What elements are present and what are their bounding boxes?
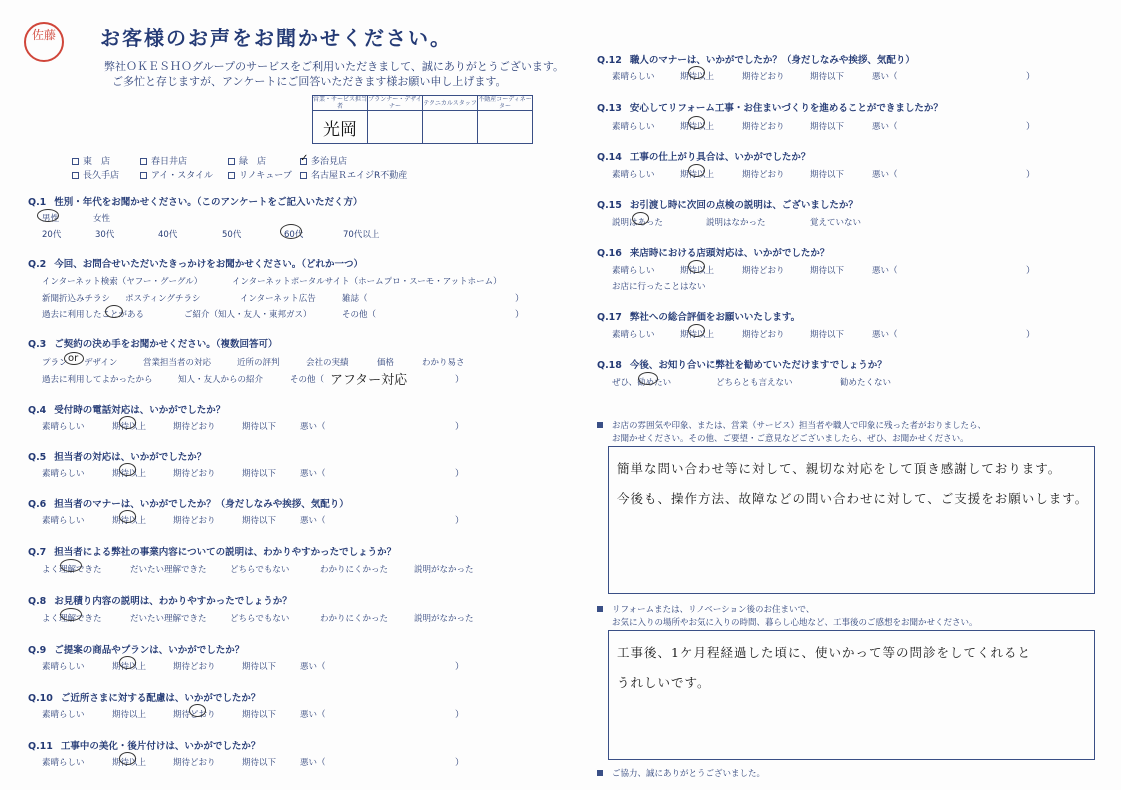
store-tajimi[interactable]: ✓ 多治見店 — [300, 154, 347, 167]
close-paren: ） — [1026, 170, 1036, 180]
q14-bad[interactable]: 悪い（ — [872, 170, 898, 180]
staff-sales-name: 光岡 — [323, 119, 357, 140]
comment1-handwritten-line-1: 簡単な問い合わせ等に対して、親切な対応をして頂き感謝しております。 — [617, 461, 1062, 476]
close-paren: ） — [455, 422, 465, 432]
q5-as-expected[interactable]: 期待どおり — [173, 469, 216, 479]
q14-title: Q.14 工事の仕上がり具合は、いかがでしたか？ — [597, 149, 810, 163]
q17-excellent[interactable]: 素晴らしい — [612, 330, 655, 340]
q3-other-handwritten: アフター対応 — [330, 373, 408, 388]
q14-below[interactable]: 期待以下 — [810, 170, 845, 180]
q6-as-expected[interactable]: 期待どおり — [173, 516, 216, 526]
q6-excellent[interactable]: 素晴らしい — [42, 516, 85, 526]
q2-other[interactable]: その他（ — [342, 310, 377, 320]
q12-excellent[interactable]: 素晴らしい — [612, 72, 655, 82]
answer-circle — [688, 164, 705, 177]
intro-line-2: ご多忙と存じますが、アンケートにご回答いただきます様お願い申し上げます。 — [112, 75, 507, 88]
store-midori[interactable]: 緑 店 — [228, 154, 266, 167]
q15-dont-remember[interactable]: 覚えていない — [810, 218, 862, 228]
footer-thanks: ご協力、誠にありがとうございました。 — [612, 769, 766, 779]
checkbox-icon — [228, 172, 235, 179]
answer-circle — [280, 224, 302, 239]
q8-unclear[interactable]: わかりにくかった — [320, 614, 389, 624]
comment2-handwritten-line-2: うれしいです。 — [617, 675, 711, 690]
q6-below[interactable]: 期待以下 — [242, 516, 277, 526]
q9-as-expected[interactable]: 期待どおり — [173, 662, 216, 672]
q16-below[interactable]: 期待以下 — [810, 266, 845, 276]
q9-bad[interactable]: 悪い（ — [300, 662, 326, 672]
q7-no-explanation[interactable]: 説明がなかった — [414, 565, 474, 575]
staff-header-planner: プランナー・デザイナー — [368, 96, 422, 110]
q5-bad[interactable]: 悪い（ — [300, 469, 326, 479]
q3-track-record[interactable]: 会社の実績 — [306, 358, 349, 368]
q8-understood-well[interactable]: よく理解できた — [42, 614, 102, 624]
checkbox-icon — [72, 158, 79, 165]
q4-title: Q.4 受付時の電話対応は、いかがでしたか？ — [28, 402, 225, 416]
q5-above[interactable]: 期待以上 — [112, 469, 147, 479]
q9-below[interactable]: 期待以下 — [242, 662, 277, 672]
answer-circle — [105, 305, 123, 318]
q5-title: Q.5 担当者の対応は、いかがでしたか？ — [28, 449, 206, 463]
q7-neutral[interactable]: どちらでもない — [230, 565, 290, 575]
intro-line-1: 弊社ＯＫＥＳＨＯグループのサービスをご利用いただきまして、誠にありがとうございます。 — [104, 60, 565, 73]
q2-referral[interactable]: ご紹介（知人・友人・東邦ガス） — [184, 310, 312, 320]
q17-title: Q.17 弊社への総合評価をお願いいたします。 — [597, 309, 800, 323]
q14-as-expected[interactable]: 期待どおり — [742, 170, 785, 180]
q2-title: Q.2 今回、お問合せいただいたきっかけをお聞かせください。（どれか一つ） — [28, 256, 363, 270]
q3-past-experience[interactable]: 過去に利用してよかったから — [42, 375, 153, 385]
q2-posting-flyer[interactable]: ポスティングチラシ — [125, 294, 201, 304]
close-paren: ） — [1026, 122, 1036, 132]
checkbox-icon — [72, 172, 79, 179]
answer-circle — [119, 463, 136, 476]
q13-above[interactable]: 期待以上 — [680, 122, 715, 132]
page-title: お客様のお声をお聞かせください。 — [100, 26, 452, 50]
staff-header-sales: 営業・サービス担当者 — [313, 96, 368, 110]
q6-bad[interactable]: 悪い（ — [300, 516, 326, 526]
q16-bad[interactable]: 悪い（ — [872, 266, 898, 276]
store-higashi[interactable]: 東 店 — [72, 154, 110, 167]
q3-title: Q.3 ご契約の決め手をお聞かせください。（複数回答可） — [28, 336, 278, 350]
store-istyle[interactable]: アイ・スタイル — [140, 168, 213, 181]
q11-title: Q.11 工事中の美化・後片付けは、いかがでしたか？ — [28, 738, 260, 752]
staff-cell-planner[interactable] — [368, 111, 423, 144]
q16-never-visited[interactable]: お店に行ったことはない — [612, 282, 706, 292]
answer-circle — [688, 66, 705, 79]
checkbox-icon — [140, 158, 147, 165]
q6-above[interactable]: 期待以上 — [112, 516, 147, 526]
comment2-handwritten-line-1: 工事後、1ケ月程経過した頃に、使いかって等の問診をしてくれると — [617, 645, 1031, 660]
q7-unclear[interactable]: わかりにくかった — [320, 565, 389, 575]
q5-below[interactable]: 期待以下 — [242, 469, 277, 479]
q2-magazine[interactable]: 雑誌（ — [342, 294, 368, 304]
q4-as-expected[interactable]: 期待どおり — [173, 422, 216, 432]
close-paren: ） — [515, 310, 525, 320]
answer-circle — [638, 372, 658, 385]
staff-header-realestate: 不動産コーディネーター — [478, 96, 532, 110]
q15-explained[interactable]: 説明はあった — [612, 218, 663, 228]
q4-above[interactable]: 期待以上 — [112, 422, 147, 432]
q17-below[interactable]: 期待以下 — [810, 330, 845, 340]
bullet-square-icon — [597, 770, 603, 776]
q1-male[interactable]: 男性 — [42, 214, 60, 224]
q18-title: Q.18 今後、お知り合いに弊社を勧めていただけますでしょうか？ — [597, 357, 887, 371]
q8-title: Q.8 お見積り内容の説明は、わかりやすかったでしょうか？ — [28, 593, 292, 607]
q7-understood-well[interactable]: よく理解できた — [42, 565, 102, 575]
answer-circle — [119, 416, 136, 429]
q16-as-expected[interactable]: 期待どおり — [742, 266, 785, 276]
q17-above[interactable]: 期待以上 — [680, 330, 715, 340]
store-renocube[interactable]: リノキューブ — [228, 168, 292, 181]
q1-title: Q.1 性別・年代をお聞かせください。（このアンケートをご記入いただく方） — [28, 194, 362, 208]
checkbox-icon — [140, 172, 147, 179]
q13-as-expected[interactable]: 期待どおり — [742, 122, 785, 132]
q13-excellent[interactable]: 素晴らしい — [612, 122, 655, 132]
q1-age-30s[interactable]: 30代 — [95, 230, 115, 240]
close-paren: ） — [1026, 330, 1036, 340]
q17-bad[interactable]: 悪い（ — [872, 330, 898, 340]
answer-circle — [688, 324, 705, 337]
comment2-prompt-line-1: リフォームまたは、リノベーション後のお住まいで、 — [612, 605, 815, 615]
q13-below[interactable]: 期待以下 — [810, 122, 845, 132]
store-kasugai[interactable]: 春日井店 — [140, 154, 187, 167]
q2-internet-search[interactable]: インターネット検索（ヤフー・グーグル） — [42, 277, 203, 287]
q8-neutral[interactable]: どちらでもない — [230, 614, 290, 624]
close-paren: ） — [455, 710, 465, 720]
comment1-prompt-line-2: お聞かせください。その他、ご要望・ご意見などございましたら、ぜひ、お聞かせください。 — [612, 434, 969, 444]
q3-other[interactable]: その他（ — [290, 375, 325, 385]
q2-used-before[interactable]: 過去に利用したことがある — [42, 310, 145, 320]
q3-friend-referral[interactable]: 知人・友人からの紹介 — [178, 375, 264, 385]
q3-plan[interactable]: プラン — [42, 358, 68, 368]
q11-excellent[interactable]: 素晴らしい — [42, 758, 85, 768]
q11-below[interactable]: 期待以下 — [242, 758, 277, 768]
q7-mostly[interactable]: だいたい理解できた — [130, 565, 207, 575]
q4-bad[interactable]: 悪い（ — [300, 422, 326, 432]
store-nagakute[interactable]: 長久手店 — [72, 168, 119, 181]
seal-stamp: 佐藤 — [24, 22, 64, 62]
q16-excellent[interactable]: 素晴らしい — [612, 266, 655, 276]
q18-not-recommend[interactable]: 勧めたくない — [840, 378, 892, 388]
q12-bad[interactable]: 悪い（ — [872, 72, 898, 82]
q15-title: Q.15 お引渡し時に次回の点検の説明は、ございましたか？ — [597, 197, 858, 211]
close-paren: ） — [1026, 72, 1036, 82]
q11-as-expected[interactable]: 期待どおり — [173, 758, 216, 768]
q2-newspaper-flyer[interactable]: 新聞折込みチラシ — [42, 294, 111, 304]
checkbox-icon — [300, 172, 307, 179]
q10-below[interactable]: 期待以下 — [242, 710, 277, 720]
q11-above[interactable]: 期待以上 — [112, 758, 147, 768]
staff-cell-realestate[interactable] — [478, 111, 533, 144]
q10-excellent[interactable]: 素晴らしい — [42, 710, 85, 720]
q10-title: Q.10 ご近所さまに対する配慮は、いかがでしたか？ — [28, 690, 260, 704]
comment1-handwritten-line-2: 今後も、操作方法、故障などの問い合わせに対して、ご支援をお願いします。 — [617, 491, 1089, 506]
close-paren: ） — [455, 662, 465, 672]
q1-age-60s[interactable]: 60代 — [284, 230, 304, 240]
close-paren: ） — [455, 469, 465, 479]
comment2-prompt-line-2: お気に入りの場所やお気に入りの時間、暮らし心地など、工事後のご感想をお聞かせください。 — [612, 618, 978, 628]
answer-circle — [189, 704, 206, 717]
q1-age-20s[interactable]: 20代 — [42, 230, 62, 240]
comment2-box[interactable] — [608, 630, 1095, 760]
q10-bad[interactable]: 悪い（ — [300, 710, 326, 720]
answer-circle — [688, 260, 705, 273]
q7-title: Q.7 担当者による弊社の事業内容についての説明は、わかりやすかったでしょうか？ — [28, 544, 396, 558]
q12-above[interactable]: 期待以上 — [680, 72, 715, 82]
q18-recommend[interactable]: ぜひ、勧めたい — [612, 378, 672, 388]
q2-internet-ad[interactable]: インターネット広告 — [240, 294, 316, 304]
comment1-prompt-line-1: お店の雰囲気や印象、または、営業（サービス）担当者や職人で印象に残った者がおりましたら、 — [612, 421, 987, 431]
checkbox-checked-icon — [300, 158, 307, 165]
q8-no-explanation[interactable]: 説明がなかった — [414, 614, 474, 624]
q1-female[interactable]: 女性 — [93, 214, 111, 224]
close-paren: ） — [455, 758, 465, 768]
q13-title: Q.13 安心してリフォーム工事・お住まいづくりを進めることができましたか？ — [597, 100, 943, 114]
q16-title: Q.16 来店時における店頭対応は、いかがでしたか？ — [597, 245, 829, 259]
q1-age-70s[interactable]: 70代以上 — [343, 230, 380, 240]
answer-circle — [60, 608, 82, 621]
bullet-square-icon — [597, 606, 603, 612]
staff-cell-technical[interactable] — [423, 111, 478, 144]
q13-bad[interactable]: 悪い（ — [872, 122, 898, 132]
q12-title: Q.12 職人のマナーは、いかがでしたか？（身だしなみや挨拶、気配り） — [597, 52, 915, 66]
q10-as-expected[interactable]: 期待どおり — [173, 710, 216, 720]
q6-title: Q.6 担当者のマナーは、いかがでしたか？（身だしなみや挨拶、気配り） — [28, 496, 349, 510]
q4-excellent[interactable]: 素晴らしい — [42, 422, 85, 432]
store-nagoya-realestate[interactable]: 名古屋ＲエイジR不動産 — [300, 168, 407, 181]
close-paren: ） — [455, 516, 465, 526]
answer-circle — [688, 116, 705, 129]
q9-excellent[interactable]: 素晴らしい — [42, 662, 85, 672]
q5-excellent[interactable]: 素晴らしい — [42, 469, 85, 479]
answer-circle — [60, 559, 82, 572]
q3-price[interactable]: 価格 — [377, 358, 395, 368]
q9-title: Q.9 ご提案の商品やプランは、いかがでしたか？ — [28, 642, 244, 656]
answer-circle — [632, 212, 649, 225]
q1-age-50s[interactable]: 50代 — [222, 230, 242, 240]
q3-reputation[interactable]: 近所の評判 — [237, 358, 280, 368]
answer-circle — [37, 209, 59, 222]
close-paren: ） — [455, 375, 465, 385]
q8-mostly[interactable]: だいたい理解できた — [130, 614, 207, 624]
q3-clarity[interactable]: わかり易さ — [422, 358, 465, 368]
checkbox-icon — [228, 158, 235, 165]
close-paren: ） — [1026, 266, 1036, 276]
answer-circle — [64, 352, 84, 365]
q15-not-explained[interactable]: 説明はなかった — [706, 218, 766, 228]
staff-header-technical: テクニカルスタッフ — [423, 96, 478, 111]
q1-age-40s[interactable]: 40代 — [158, 230, 178, 240]
q12-as-expected[interactable]: 期待どおり — [742, 72, 785, 82]
q18-neutral[interactable]: どちらとも言えない — [716, 378, 793, 388]
q17-as-expected[interactable]: 期待どおり — [742, 330, 785, 340]
staff-cell-sales[interactable] — [313, 111, 368, 144]
close-paren: ） — [515, 294, 525, 304]
q10-above[interactable]: 期待以上 — [112, 710, 147, 720]
q9-above[interactable]: 期待以上 — [112, 662, 147, 672]
q2-portal-site[interactable]: インターネットポータルサイト（ホームプロ・スーモ・アットホーム） — [232, 277, 502, 287]
comment1-box[interactable] — [608, 446, 1095, 594]
staff-table — [312, 95, 533, 144]
q14-above[interactable]: 期待以上 — [680, 170, 715, 180]
q4-below[interactable]: 期待以下 — [242, 422, 277, 432]
answer-circle — [119, 510, 136, 523]
answer-circle — [119, 656, 136, 669]
q3-or-handwritten: or — [68, 353, 79, 364]
q11-bad[interactable]: 悪い（ — [300, 758, 326, 768]
q3-sales-response[interactable]: 営業担当者の対応 — [143, 358, 212, 368]
q3-design[interactable]: デザイン — [84, 358, 118, 368]
bullet-square-icon — [597, 422, 603, 428]
q12-below[interactable]: 期待以下 — [810, 72, 845, 82]
q16-above[interactable]: 期待以上 — [680, 266, 715, 276]
q14-excellent[interactable]: 素晴らしい — [612, 170, 655, 180]
answer-circle — [119, 752, 136, 765]
